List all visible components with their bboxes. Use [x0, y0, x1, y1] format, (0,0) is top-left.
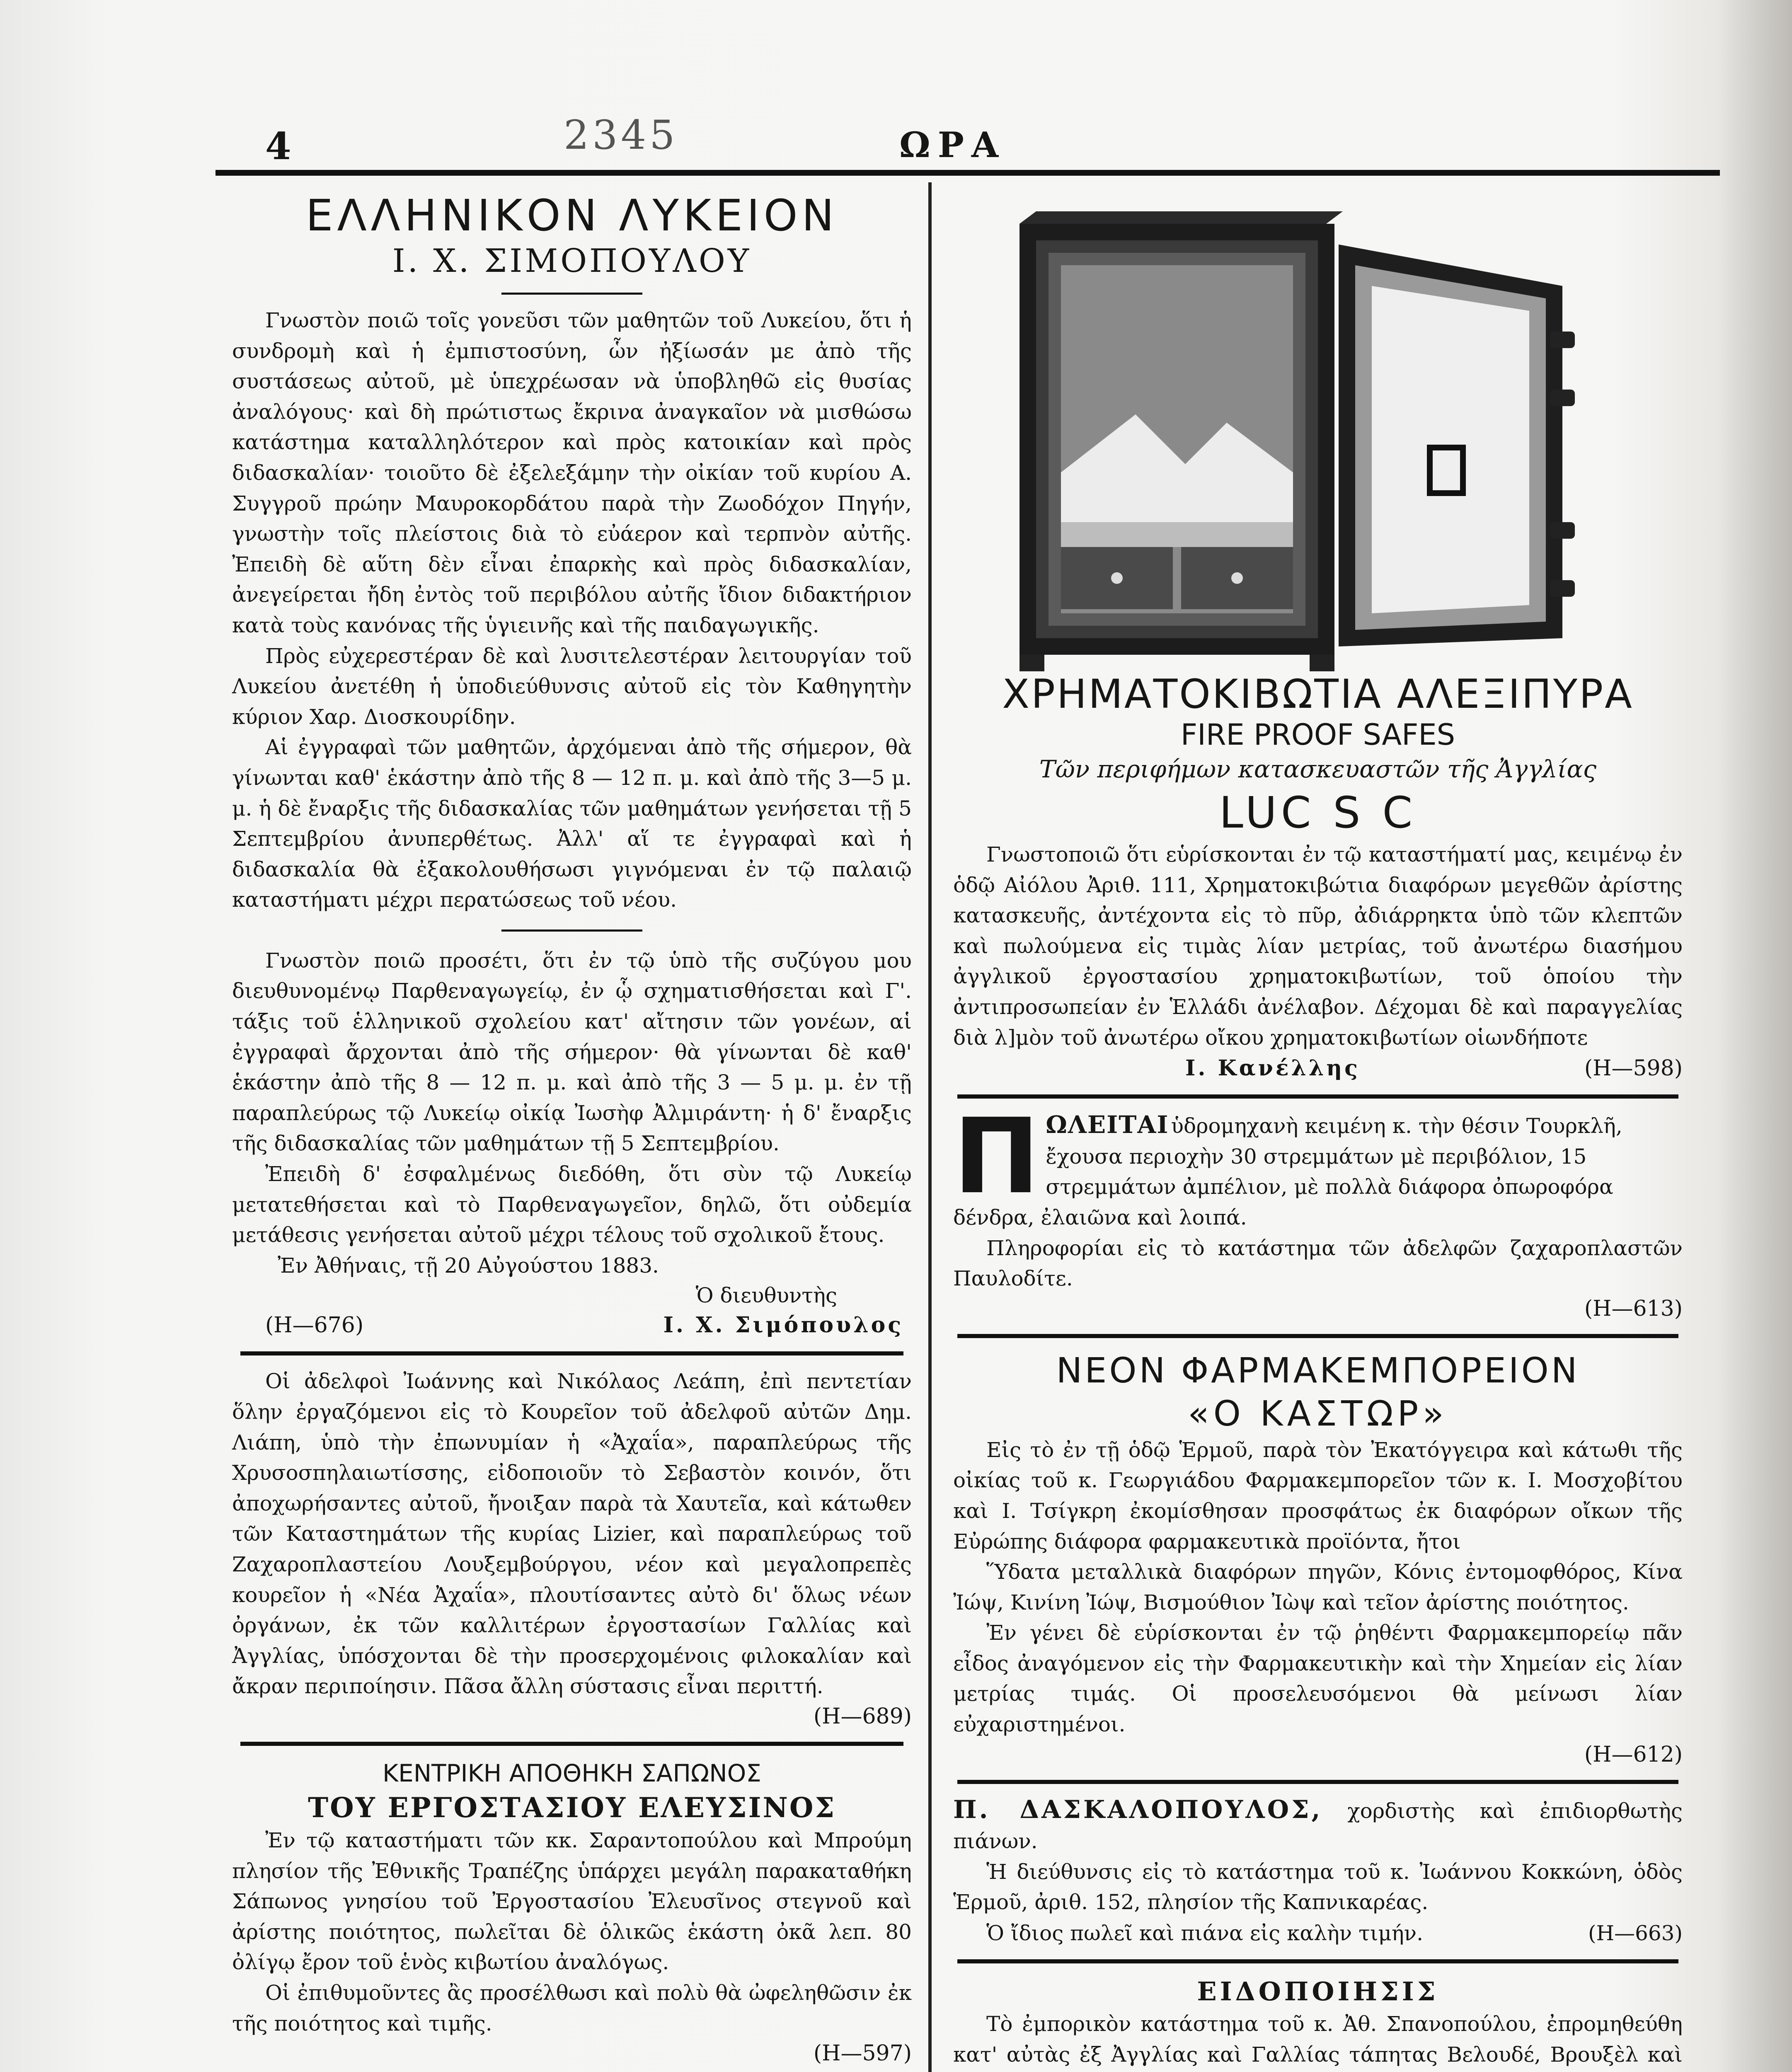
pwleitai-code: (Η—613) [1584, 1296, 1683, 1321]
eidopoiesis-title: ΕΙΔΟΠΟΙΗΣΙΣ [1197, 1976, 1439, 2007]
title-underline [501, 293, 642, 295]
safes-maker-line: Τῶν περιφήμων κατασκευαστῶν τῆς Ἀγγλίας [1039, 755, 1597, 783]
sapon-paragraph-1: Ἐν τῷ καταστήματι τῶν κκ. Σαραντοπούλου καὶ Μπρούμη πλησίον τῆς Ἐθνικῆς Τραπέζης ὑπάρχει μεγάλη παρακαταθήκη Σάπωνος γνησίου τοῦ Ἐργοστασίου Ἐλευσῖνος στεγνοῦ καὶ ἀρίστης ποιότητος, πωλεῖται δὲ ὁλικῶς ἑκάστη ὀκᾶ λεπ. 80 ὀλίγῳ ἔρον τοῦ ἑνὸς κιβωτίου ἀναλόγως. [232, 1828, 912, 1975]
safes-brand: LUC S C [1219, 787, 1417, 838]
section-divider [501, 929, 642, 932]
ad-separator [957, 1959, 1678, 1963]
leapi-ad [232, 1366, 912, 1731]
pharmacy-title: ΝΕΟΝ ΦΑΡΜΑΚΕΜΠΟΡΕΙΟΝ [1056, 1350, 1580, 1391]
lykeion-paragraph-4: Γνωστὸν ποιῶ προσέτι, ὅτι ἐν τῷ ὑπὸ τῆς συζύγου μου διευθυνομένῳ Παρθεναγωγείῳ, ἐν ᾧ σχηματισθήσεται καὶ Γ'. τάξις τοῦ ἑλληνικοῦ σχολείου κατ' αἴτησιν τῶν γονέων, αἱ ἐγγραφαὶ ἄρχονται ἀπὸ τῆς σήμερον· θὰ γίνωνται δὲ καθ' ἑκάστην ἀπὸ τῆς 8 — 12 π. μ. καὶ ἀπὸ τῆς 3 — 5 μ. μ. ἐν τῇ παραπλεύρως τῷ Λυκείῳ οἰκίᾳ Ἰωσὴφ Ἀλμιράντη· ἡ δ' ἔναρξις τῆς διδασκαλίας τῶν μαθημάτων τῇ 5 Σεπτεμβρίου. [232, 948, 912, 1156]
page-header [216, 104, 1728, 168]
page-edge-shadow [1717, 0, 1792, 2072]
ad-separator [240, 1742, 903, 1746]
pwleitai-text: ὑδρομηχανὴ κειμένη κ. τὴν θέσιν Τουρκλῆ, ἔχουσα περιοχὴν 30 στρεμμάτων μὲ περιβόλιον, 15 στρεμμάτων ἀμπέλιον, μὲ πολλὰ διάφορα ὀπωροφόρα δένδρα, ἐλαιῶνα καὶ λοιπά. [953, 1114, 1622, 1230]
pharmacy-code: (Η—612) [1584, 1742, 1683, 1767]
sapon-title-1: ΚΕΝΤΡΙΚΗ ΑΠΟΘΗΚΗ ΣΑΠΩΝΟΣ [383, 1759, 761, 1787]
sapon-title-2: ΤΟΥ ΕΡΓΟΣΤΑΣΙΟΥ ΕΛΕΥΣΙΝΟΣ [308, 1791, 836, 1824]
safes-code: (Η—598) [1584, 1056, 1683, 1081]
column-divider [928, 182, 932, 2072]
lykeion-date: Ἐν Ἀθήναις, τῇ 20 Αὐγούστου 1883. [278, 1253, 659, 1278]
safe-icon [1011, 207, 1658, 675]
pharmacy-subtitle: «Ο ΚΑΣΤΩΡ» [1188, 1393, 1448, 1434]
lykeion-subtitle: Ι. Χ. ΣΙΜΟΠΟΥΛΟΥ [392, 242, 752, 280]
issue-number: 2345 [564, 112, 678, 158]
ad-separator [957, 1094, 1678, 1099]
newspaper-name: ΩΡΑ [899, 124, 1006, 165]
lykeion-role: Ὁ διευθυντὴς [695, 1283, 837, 1308]
safes-text: Γνωστοποιῶ ὅτι εὑρίσκονται ἐν τῷ καταστήματί μας, κειμένῳ ἐν ὁδῷ Αἰόλου Ἀριθ. 111, Χρηματοκιβώτια διαφόρων μεγεθῶν ἀρίστης κατασκευῆς, ἀντέχοντα εἰς τὸ πῦρ, ἀδιάρρηκτα ὑπὸ τῶν κλεπτῶν καὶ πωλούμενα εἰς τιμὰς λίαν μετρίας, τοῦ ἀνωτέρω διασήμου ἀγγλικοῦ ἐργοστασίου χρηματοκιβωτίων, τοῦ ὁποίου τὴν ἀντιπροσωπείαν ἐν Ἑλλάδι ἀνέλαβον. Δέχομαι δὲ καὶ παραγγελίας διὰ λ]μὸν τοῦ ἀνωτέρω οἴκου χρηματοκιβωτίων οἱωνδήποτε [953, 842, 1683, 1050]
daskalo-text: χορδιστὴς καὶ ἐπιδιορθωτὴς πιάνων. [953, 1798, 1683, 1854]
lykeion-signature-row [232, 1310, 912, 1341]
safes-signature-row [953, 1053, 1683, 1084]
daskalo-note-row [953, 1918, 1683, 1949]
left-column [232, 191, 912, 2068]
safe-illustration [1011, 207, 1658, 675]
safes-subtitle: FIRE PROOF SAFES [1180, 718, 1455, 752]
sapon-code: (Η—597) [813, 2041, 912, 2066]
pharmacy-paragraph-1: Εἰς τὸ ἐν τῇ ὁδῷ Ἑρμοῦ, παρὰ τὸν Ἐκατόγγειρα καὶ κάτωθι τῆς οἰκίας τοῦ κ. Γεωργιάδου Φαρμακεμπορεῖον τῶν κ. Ι. Μοσχοβίτου καὶ Ι. Τσίγκρη ἐκομίσθησαν προσφάτως ἐκ διαφόρων οἴκων τῆς Εὐρώπης διάφορα φαρμακευτικὰ προϊόντα, ἤτοι [953, 1438, 1683, 1554]
daskalo-address: Ἡ διεύθυνσις εἰς τὸ κατάστημα τοῦ κ. Ἰωάννου Κοκκώνη, ὁδὸς Ἑρμοῦ, ἀριθ. 152, πλησίον τῆς Καπνικαρέας. [953, 1859, 1683, 1915]
lykeion-title: ΕΛΛΗΝΙΚΟΝ ΛΥΚΕΙΟΝ [305, 190, 838, 241]
daskalo-name: Π. ΔΑΣΚΑΛΟΠΟΥΛΟΣ, [953, 1795, 1323, 1824]
ad-separator [957, 1334, 1678, 1338]
safes-signature: Ι. Κανέλλης [1185, 1055, 1360, 1081]
pharmacy-paragraph-3: Ἐν γένει δὲ εὑρίσκονται ἐν τῷ ῥηθέντι Φαρμακεμπορείῳ πᾶν εἶδος ἀναγόμενον εἰς τὴν Φαρμακευτικὴν καὶ τὴν Χημείαν εἰς λίαν μετρίας τιμάς. Οἱ προσελευσόμενοι θὰ μείνωσι λίαν εὐχαριστημένοι. [953, 1621, 1683, 1737]
lykeion-paragraph-2: Πρὸς εὐχερεστέραν δὲ καὶ λυσιτελεστέραν λειτουργίαν τοῦ Λυκείου ἀνετέθη ἡ ὑποδιεύθυνσις αὐτοῦ εἰς τὸν Καθηγητὴν κύριον Χαρ. Διοσκουρίδην. [232, 644, 912, 729]
page-number: 4 [265, 124, 291, 168]
leapi-text: Οἱ ἀδελφοὶ Ἰωάννης καὶ Νικόλαος Λεάπη, ἐπὶ πεντετίαν ὅλην ἐργαζόμενοι εἰς τὸ Κουρεῖον τοῦ ἀδελφοῦ αὐτῶν Δημ. Λιάπη, ὑπὸ τὴν ἐπωνυμίαν ἡ «Ἀχαΐα», παραπλεύρως τῆς Χρυσοσπηλαιωτίσσης, εἰδοποιοῦν τὸ Σεβαστὸν κοινόν, ὅτι ἀποχωρήσαντες αὐτοῦ, ἤνοιξαν παρὰ τὰ Χαυτεῖα, καὶ κάτωθεν τῶν Καταστημάτων τῆς κυρίας Lizier, καὶ παραπλεύρως τοῦ Ζαχαροπλαστείου Λουξεμβούργου, νέον καὶ μεγαλοπρεπὲς κουρεῖον ἡ «Νέα Ἀχαΐα», πλουτίσαντες αὐτὸ δι' ὅλως νέων ὀργάνων, ἐκ τῶν καλλιτέρων ἐργοστασίων Γαλλίας καὶ Ἀγγλίας, ὑπόσχονται δὲ τὴν προσερχομένοις φιλοκαλίαν καὶ ἄκραν περιποίησιν. Πᾶσα ἄλλη σύστασις εἶναι περιττή. [232, 1369, 912, 1699]
lykeion-paragraph-1: Γνωστὸν ποιῶ τοῖς γονεῦσι τῶν μαθητῶν τοῦ Λυκείου, ὅτι ἡ συνδρομὴ καὶ ἡ ἐμπιστοσύνη, ὧν ἠξίωσάν με ἀπὸ τῆς συστάσεως αὐτοῦ, μὲ ὑπεχρέωσαν νὰ ὑποβληθῶ εἰς θυσίας ἀναλόγους· καὶ δὴ πρώτιστως ἔκρινα ἀναγκαῖον νὰ μισθώσω κατάστημα καταλληλότερον καὶ πρὸς κατοικίαν καὶ πρὸς διδασκαλίαν· τοιοῦτο δὲ ἐξελεξάμην τὴν οἰκίαν τοῦ κυρίου Α. Συγγροῦ πρώην Μαυροκορδάτου παρὰ τὴν Ζωοδόχον Πηγήν, γνωστὴν τοῖς πλείστοις διὰ τὸ εὐάερον καὶ τερπνὸν αὐτῆς. Ἐπειδὴ δὲ αὕτη δὲν εἶναι ἐπαρκὴς καὶ πρὸς διδασκαλίαν, ἀνεγείρεται ἤδη ἐντὸς τοῦ περιβόλου αὐτῆς ἴδιον διδακτήριον κατὰ τοὺς κανόνας τῆς ὑγιεινῆς καὶ τῆς παιδαγωγικῆς. [232, 308, 912, 637]
daskalo-note: Ὁ ἴδιος πωλεῖ καὶ πιάνα εἰς καλὴν τιμήν. [986, 1921, 1424, 1946]
right-column [953, 671, 1683, 2072]
ad-separator [957, 1780, 1678, 1784]
pwleitai-ad [953, 1109, 1683, 1323]
sapon-ad [232, 1757, 912, 2068]
pharmacy-paragraph-2: Ὕδατα μεταλλικὰ διαφόρων πηγῶν, Κόνις ἐντομοφθόρος, Κίνα Ἰώψ, Κινίνη Ἰώψ, Βισμούθιον Ἰὼψ καὶ τεῖον ἀρίστης ποιότητος. [953, 1560, 1683, 1615]
pwleitai-info: Πληροφορίαι εἰς τὸ κατάστημα τῶν ἀδελφῶν ζαχαροπλαστῶν Παυλοδίτε. [953, 1236, 1683, 1291]
lykeion-paragraph-5: Ἐπειδὴ δ' ἐσφαλμένως διεδόθη, ὅτι σὺν τῷ Λυκείῳ μετατεθήσεται καὶ τὸ Παρθεναγωγεῖον, δηλῶ, ὅτι οὐδεμία μετάθεσις γενήσεται αὐτοῦ μέχρι τέλους τοῦ σχολικοῦ ἔτους. [232, 1162, 912, 1247]
eidopoiesis-ad [953, 1974, 1683, 2072]
lykeion-ad [232, 191, 912, 1341]
lykeion-paragraph-3: Αἱ ἐγγραφαὶ τῶν μαθητῶν, ἀρχόμεναι ἀπὸ τῆς σήμερον, θὰ γίνωνται καθ' ἑκάστην ἀπὸ τῆς 8 — 12 π. μ. καὶ ἀπὸ τῆς 3—5 μ. μ. ἡ δὲ ἔναρξις τῆς διδασκαλίας τῶν μαθημάτων γενήσεται τῇ 5 Σεπτεμβρίου ἀνυπερθέτως. Ἀλλ' αἵ τε ἐγγραφαὶ καὶ ἡ διδασκαλία θὰ ἐξακολουθήσωσι γιγνόμεναι ἐν τῷ παλαιῷ καταστήματι μέχρι περατώσεως τοῦ νέου. [232, 735, 912, 912]
safes-ad [953, 671, 1683, 1084]
pwleitai-heading: ΩΛΕΙΤΑΙ [1046, 1111, 1169, 1139]
daskalo-ad [953, 1795, 1683, 1949]
eidopoiesis-text: Τὸ ἐμπορικὸν κατάστημα τοῦ κ. Ἀθ. Σπανοπούλου, ἐπρομηθεύθη κατ' αὐτὰς ἐξ Ἀγγλίας καὶ Γαλλίας τάπητας Βελουδέ, Βρουξὲλ καὶ [953, 2012, 1683, 2067]
ad-separator [240, 1351, 903, 1356]
sapon-paragraph-2: Οἱ ἐπιθυμοῦντες ἂς προσέλθωσι καὶ πολὺ θὰ ὠφεληθῶσιν ἐκ τῆς ποιότητος καὶ τιμῆς. [232, 1980, 912, 2036]
lykeion-signature: Ι. Χ. Σιμόπουλος [663, 1312, 903, 1338]
leapi-code: (Η—689) [813, 1704, 912, 1729]
lykeion-code: (Η—676) [265, 1313, 364, 1338]
pharmacy-ad [953, 1349, 1683, 1769]
header-rule [216, 170, 1720, 176]
pwleitai-dropcap: Π [953, 1109, 1040, 1217]
safes-title: ΧΡΗΜΑΤΟΚΙΒΩΤΙΑ ΑΛΕΞΙΠΥΡΑ [1002, 671, 1634, 717]
daskalo-lead [953, 1795, 1683, 1857]
daskalo-code: (Η—663) [1588, 1921, 1683, 1946]
